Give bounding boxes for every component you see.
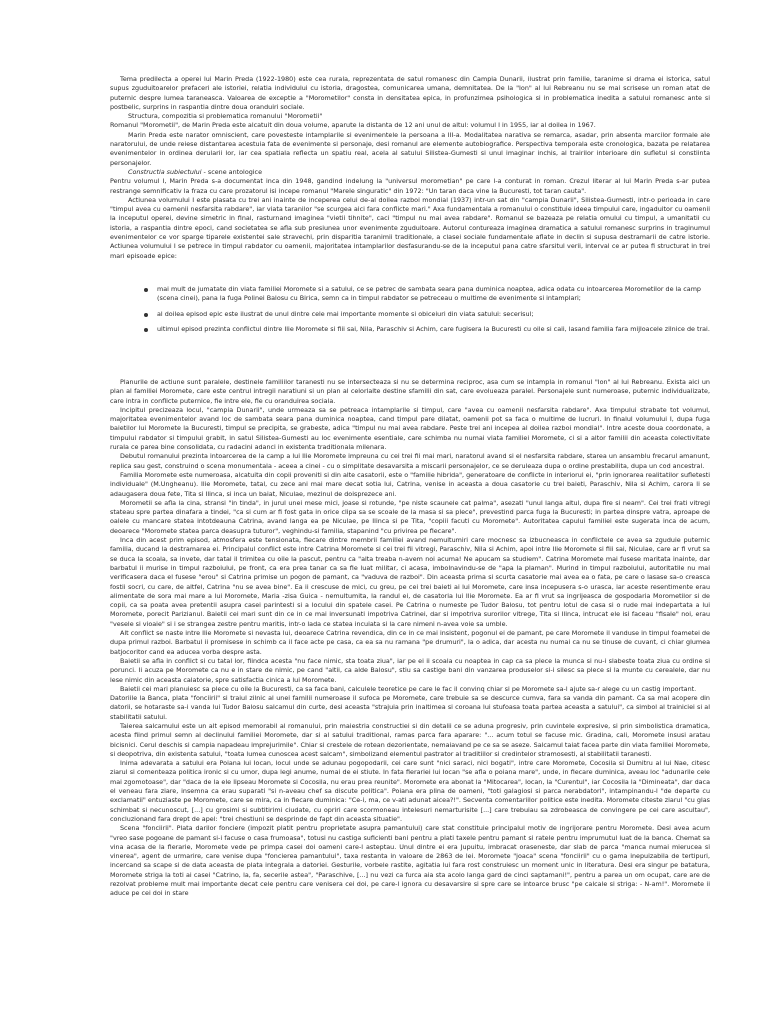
section-heading: Structura, compozitia si problematica romanului "Morometii" <box>128 112 323 121</box>
volumes-paragraph: Romanul "Morometii", de Marin Preda este alcatuit din doua volume, aparute la distanta de 12 ani unul de altul: volumul I in 1955, iar al doilea in 1967. <box>110 121 596 130</box>
body-paragraph: Datoriile la Banca, plata "fonciirii" si traiul zilnic al unei familii numeroase il sufoca pe Moromete, care trebuie sa se descurce cumva, fara sa vanda din pamant. Ca sa mai acopere din datorii, se hotaraste sa-i vanda lui Tudor Balosu salcamul din curte, desi aceasta "strajuia prin inaltimea si coroana lui stufoasa toata partea aceasta a satului", ca simbol al trainiciei si al stabilitatii satului. <box>110 694 710 721</box>
body-paragraph: Inima adevarata a satului era Poiana lui Iocan, locul unde se adunau pogopodarii, cei care sunt "nici saraci, nici bogati", intre care Moromete, Cocosila si Dumitru al lui Nae, citesc ziarul si comenteaza politica ironic si cu umor, dupa legi anume, numai de ei stiute. In fata fierariei lui Iocan "se afla o poiana mare", unde, in fiecare duminica, aveau loc "adunarile cele mai zgomotoase", dar "daca de la ele lipseau Moromete si Cocosila, nu erau prea reunite". Moromete era abonat la "Mitocarea", Iocan, la "Curentul", iar Cocosila la "Dimineata", dar daca el veneau fara ziare, insemna ca erau suparati "si n-aveau chef sa discute politica". Poiana era plina de oameni, "toti galagiosi si parca nerabdatori", intampinandu-l "de departe cu exclamatii" entuziaste pe Moromete, care se mira, ca in fiecare duminica: "Ce-i, ma, ce v-ati adunat aicea?!". Secventa comentariilor politice este inedita. Moromete citeste ziarul "cu glas schimbat si necunoscut, [...] cu grosimi si subtitirimi ciudate, cu opriri care scormoneau intelesuri nemarturisite [...] care trebuiau sa zdrobeasca de convingere pe cei care ascultau", concluzionand fara drept de apel: "trei chestiuni se desprinde de fapt din aceasta situatie". <box>110 759 710 823</box>
body-paragraph: Baietii se afla in conflict si cu tatal lor, fiindca acesta "nu face nimic, sta toata ziua", iar pe ei ii scoala cu noaptea in cap ca sa plece la munca si nu-i slabeste toata ziua cu ordine si porunci. Ii acuza pe Moromete ca nu e in stare de nimic, pe cand "altii, ca alde Balosu", stiu sa castige bani din vanzarea produselor si-i silesc sa plece si la munte cu cerealele, dar nu lese nimic din aceasta calatorie, spre satisfactia cinica a lui Moromete. <box>110 656 710 684</box>
bullet-icon <box>144 288 148 292</box>
episode-text: ultimul episod prezinta conflictul dintre Ilie Moromete si fiii sai, Nila, Paraschiv si Achim, care fugisera la Bucuresti cu oile si caii, lasand familia fara mijloacele zilnice de trai. <box>157 324 710 333</box>
body-paragraph: Taierea salcamului este un alt episod memorabil al romanului, prin maiestria constructiei si din detalii ce se aduna progresiv, prin cuvintele expresive, si prin simbolistica dramatica, acesta fiind primul semn al declinului familiei Moromete, dar si al satului traditional, ramas parca fara aparare: "... acum totul se facuse mic. Gradina, cali, Moromete insusi aratau bicisnici. Cerul deschis si campia napadeau imprejurimile". Chiar si crestele de rotean dezorientate, nemaiavand pe ce sa se aseze. Salcamul taiat facea parte din viata familiei Moromete, si deopotriva, din existenta satului, "toata lumea cunoscea acest salcam", simbolizand elementul pastrator al traditiilor si credintelor stramosesti, al stabilitatii taranesti. <box>110 721 710 758</box>
body-paragraph: Inca din acest prim episod, atmosfera este tensionata, fiecare dintre membrii familiei avand nemultumiri care mocnesc sa izbucneasca in conflictele ce avea sa zguduie puternic familia, ducand la destramarea ei. Principalul conflict este intre Catrina Moromete si cei trei fii vitregi, Paraschiv, Nila si Achim, apoi intre Ilie Moromete si fiii sai, Niculae, care ar fi vrut sa se duca la scoala, sa invete, dar tatal il trimitea cu oile la pascut, pentru ca "alta treaba n-avem noi acuma! Ne apucam sa studiem". Catrina Moromete mai fusese maritata inainte, dar barbatul ii murise in timpul razboiului, pe front, ca era prea tanar ca sa fie luat militar, ci acasa, imbolnavindu-se de "apa la plaman". Murind in timpul razboiului, autoritatile nu mai verificasera daca el fusese "erou" si Catrina primise un pogon de pamant, ca "vaduva de razboi". Din aceasta prima si scurta casatorie mai avea ea o fata, pe care o lasase sa-o creasca fostii socri, cu care, de altfel, Catrina "nu se avea bine". Ea ii crescuse de mici, cu greu, pe cei trei baieti ai lui Moromete, care insa incepusera s-o urasca, iar aceste resentimente erau alimentate de sora mai mare a lui Moromete, Maria -zisa Guica - nemultumita, la randul ei, de casatoria lui Ilie Moromete. Ea ar fi vrut sa ingrijeasca de gospodaria Morometilor si de copii, ca sa poata avea pretentii asupra casei parintesti si a locului din spatele casei. Pe Catrina o numeste pe Tudor Balosu, tot pentru lotul de casa si o rude mai indepartata a lui Moromete, porecit Parizianul. Baietii cei mari sunt din ce in ce mai inversunati impotriva Catrinei, dar si impotriva surorilor vitrege, Tita si Ilinca, intrucat ele isi faceau "fisale" noi, erau "vesele si vioaie" si i se strangea zestre pentru maritis, intr-o lada ce statea incuiata si la care nimeni n-avea voie sa umble. <box>110 536 710 628</box>
episode-list <box>110 285 710 334</box>
narrator-paragraph: Marin Preda este narator omniscient, care povesteste intamplarile si evenimentele la persoana a III-a. Modalitatea narativa se remarca, asadar, prin absenta marcilor formale ale naratorului, de unde reiese distantarea acestuia fata de evenimente si personaje, desi romanul are elemente autobiografice. Perspectiva temporala este cronologica, bazata pe relatarea evenimentelor in ordinea derularii lor, iar cea spatiala reflecta un spatiu real, acela al satului Silistea-Gumesti si unul imaginar inchis, al trairilor interioare din sufletul si constiinta personajelor. <box>110 130 710 167</box>
body-paragraph: Scena "fonciirii". Plata darilor fonciere (impozit platit pentru proprietate asupra pamantului) care stat constituie principalul motiv de ingrijorare pentru Moromete. Desi avea acum "vreo sase pogoane de pamant si-i facuse o casa frumoasa", totusi nu castiga suficienti bani pentru a plati taxele pentru pamant si ratele pentru imprumutul luat de la banca. Chemat sa vina acasa de la fierarie, Moromete vede pe primpa casei doi oameni care-l asteptau. Unul dintre ei era Jupuitu, imbracat oraseneste, dar slab de parca "manca numai mierucea si vinerea", agent de urmarire, care venise dupa "fonciereа pamantului", taxa restanta in valoare de 2863 de lei. Moromete "joaca" scena "fonciirii" cu o gama inepuizabila de tertipuri, incercand sa scape si de data aceasta de plata integrala a datoriei. Gesturile, vorbele rastite, agitatia lui fara rost construiesc un moment unic in literatura. Desi era singur pe batatura, Moromete striga la toti ai casei "Catrino, la, fa, secerile astea", "Paraschive, [...] nu vezi ca furca aia sta acolo langa gard de cinci saptamani!", pentru a parea un om ocupat, care are de rezolvat probleme mult mai importante decat cele pentru care venisera cei doi, pe care-l ignora cu desavarsire si spre care se intoarce brusc "pe calcale si striga: - N-am!". Moromete ii aduce pe cei doi in stare <box>110 824 710 898</box>
list-item <box>110 325 710 334</box>
body-paragraph: Familia Moromete este numeroasa, alcatuita din copii proveniti si din alte casatorii, este o "familie hibrida", generatoare de conflicte in interiorul ei, "prin ignorarea realitatilor sufletesti individuale" (M.Ungheanu). Ilie Moromete, tatal, cu zece ani mai mare decat sotia lui, Catrina, venise in aceasta a doua casatorie cu trei baieti, Paraschiv, Nila si Achim, carora li se adaugasera doua fete, Tita si Ilinca, si inca un baiat, Niculae, mezinul de doisprezece ani. <box>110 470 710 498</box>
body-paragraph: Debutul romanului prezinta intoarcerea de la camp a lui Ilie Moromete impreuna cu cei trei fii mai mari, naratorul avand si el nesfarsita rabdare, starea un ansamblu frecarul amanunt, replica sau gest, construind o scena monumentala - aceea a cinei - cu o simplitate desavarsita a miscarii personajelor, ce se deruleaza dupa o ordine prestabilita, dupa un cod ancestral. <box>110 452 710 470</box>
episodes-section <box>110 285 710 340</box>
bullet-icon <box>144 313 148 317</box>
list-item <box>110 310 710 319</box>
subheading-italic: Constructia subiectului <box>128 167 202 176</box>
episode-text: al doilea episod epic este ilustrat de unul dintre cele mai importante momente si obiceiuri din viata satului: secerisul; <box>157 309 534 318</box>
body-paragraph: Planurile de actiune sunt paralele, destinele familiilor taranesti nu se intersecteaza si nu se determina reciproc, asa cum se intampla in romanul "Ion" al lui Rebreanu. Exista aici un plan al familiei Moromete, care este centrul intregii naratiuni si un plan al celorlalte destine sfamilii din sat, care evolueaza paralel. Personajele sunt numeroase, puternic individualizate, care intra in conflicte puternice, fie intre ele, fie cu oranduirea sociala. <box>110 378 710 405</box>
body-paragraph: Incipitul precizeaza locul, "campia Dunarii", unde urmeaza sa se petreaca intamplarile si timpul, care "avea cu oamenii nesfarsita rabdare". Axa timpului strabate tot volumul, majoritatea evenimentelor avand loc de sambata seara pana duminica noaptea, cand timpul pare dilatat, oamenii pot sa faca o multime de lucruri. In finalul volumului I, dupa fuga baietilor lui Moromete la Bucuresti, timpul se precipita, se grabeste, adica "timpul nu mai avea rabdare. Peste trei ani incepea al doilea razboi mondial". Intre aceste doua coordonate, a timpului rabdator si timpului grabit, in satul Silistea-Gumesti au loc evenimente esentiale, care schimba nu numai viata familiei Moromete, ci si a altor familii din aceasta colectivitate rurala ce parea bine consolidata, cu radacini adanci in existenta traditionala milenara. <box>110 405 710 452</box>
intro-paragraph: Tema predilecta a operei lui Marin Preda (1922-1980) este cea rurala, reprezentata de satul romanesc din Campia Dunarii, ilustrat prin familie, taranime si drama ei istorica, satul supus zguduitoarelor prefaceri ale istoriei, relatia individului cu istoria, dragostea, comunicarea umana, demnitatea. De la "Ion" al lui Rebreanu nu se mai scrisese un roman atat de puternic despre lumea taraneasca. Valoarea de exceptie a "Morometilor" consta in densitatea epica, in profunzimea psihologica si in problematica inedita a satului romanesc ante si postbelic, surprins in raspantia dintre doua oranduiri sociale. <box>110 75 710 111</box>
body-section <box>110 378 710 899</box>
list-item <box>110 285 710 304</box>
body-paragraph: Morometii se afla la cina, stransi "in tinda", in jurul unei mese mici, joase si rotunde, "pe niste scaunele cat palma", asezati "unul langa altul, dupa fire si neam". Cei trei frati vitregi stateau spre partea dinafara a tindei, "ca si cum ar fi fost gata in orice clipa sa se scoale de la masa si sa plece", prevestind parca fuga la Bucuresti; in partea dinspre vatra, aproape de oalele cu mancare statea intotdeauna Catrina, avand langa ea pe Niculae, pe Ilinca si pe Tita, "copiii facuti cu Moromete". Autoritatea capului familiei este sugerata inca de acum, deoarece "Moromete statea parca deasupra tuturor", veghindu-si familia, stapanind "cu privirea pe fiecare". <box>110 498 710 535</box>
body-paragraph: Baietii cei mari planuiesc sa plece cu oile la Bucuresti, ca sa faca bani, calculele teoretice pe care le fac il convinq chiar si pe Moromete sa-l ajute sa-r alege cu un castig important. <box>120 684 697 693</box>
action-paragraph: Actiunea volumului I este plasata cu trei ani inainte de inceperea celui de-al doilea razboi mondial (1937) intr-un sat din "campia Dunarii", Silistea-Gumesti, intr-o perioada in care "timpul avea cu oamenii nesfarsita rabdare", iar viata taranilor "se scurgea aici fara conflicte mari." Axa fundamentala a romanului o constituie ideea timpului care, ingaduitor cu oamenii la inceputul operei, devine simetric in final, rasturnand imaginea "vietii tihnite", caci "timpul nu mai avea rabdare". Romanul se bazeaza pe relatia omului cu timpul, a umanitatii cu istoria, a raspantia dintre epoci, cand societatea se afla sub presiunea unor evenimente zguduitoare. Autorul contureaza imaginea dramatica a satului romanesc surprins in traginumul evenimentelor ce vor sparge tiparele existentei sale stravechi, prin disparitia taranimii traditionale, a clasei sociale fundamentale aflate in declin si supusa destramarii de catre istorie. Actiunea volumului I se petrece in timpul rabdator cu oamenii, majoritatea intamplarilor desfasurandu-se de la inceputul pana catre sfarsitul verii, interval ce ar putea fi structurat in trei mari episoade epice: <box>110 195 710 260</box>
documentation-paragraph: Pentru volumul I, Marin Preda s-a documentat inca din 1948, gandind indelung la "universul morometian" pe care l-a conturat in roman. Crezul literar al lui Marin Preda s-ar putea restrange semnificativ la fraza cu care prozatorul isi incepe romanul "Marele singuratic" din 1972: "Un taran daca vine la Bucuresti, tot taran cauta". <box>110 177 710 195</box>
body-paragraph: Alt conflict se naste intre Ilie Moromete si nevasta lui, deoarece Catrina revendica, din ce in ce mai insistent, pogonul ei de pamant, pe care Moromete il vanduse in timpul foametei de dupa primul razboi. Barbatul ii promisese in schimb ca il face acte pe casa, ca ea sa nu ramana "pe drumuri", la o adica, dar acesta nu numai ca nu se tinuse de cuvant, ci chiar glumea batjocoritor cand ea aducea vorba despre asta. <box>110 629 710 656</box>
intro-section <box>110 75 710 261</box>
subheading <box>110 168 710 177</box>
episode-text: mai mult de jumatate din viata familiei Moromete si a satului, ce se petrec de sambata seara pana duminica noaptea, adica odata cu intoarcerea Morometilor de la camp (scena cinei), pana la fuga Polinei Balosu cu Birica, semn ca in timpul rabdator se petreceau o multime de evenimente si intamplari; <box>157 285 701 303</box>
subheading-rest: - scene antologice <box>201 167 263 176</box>
bullet-icon <box>144 328 148 332</box>
